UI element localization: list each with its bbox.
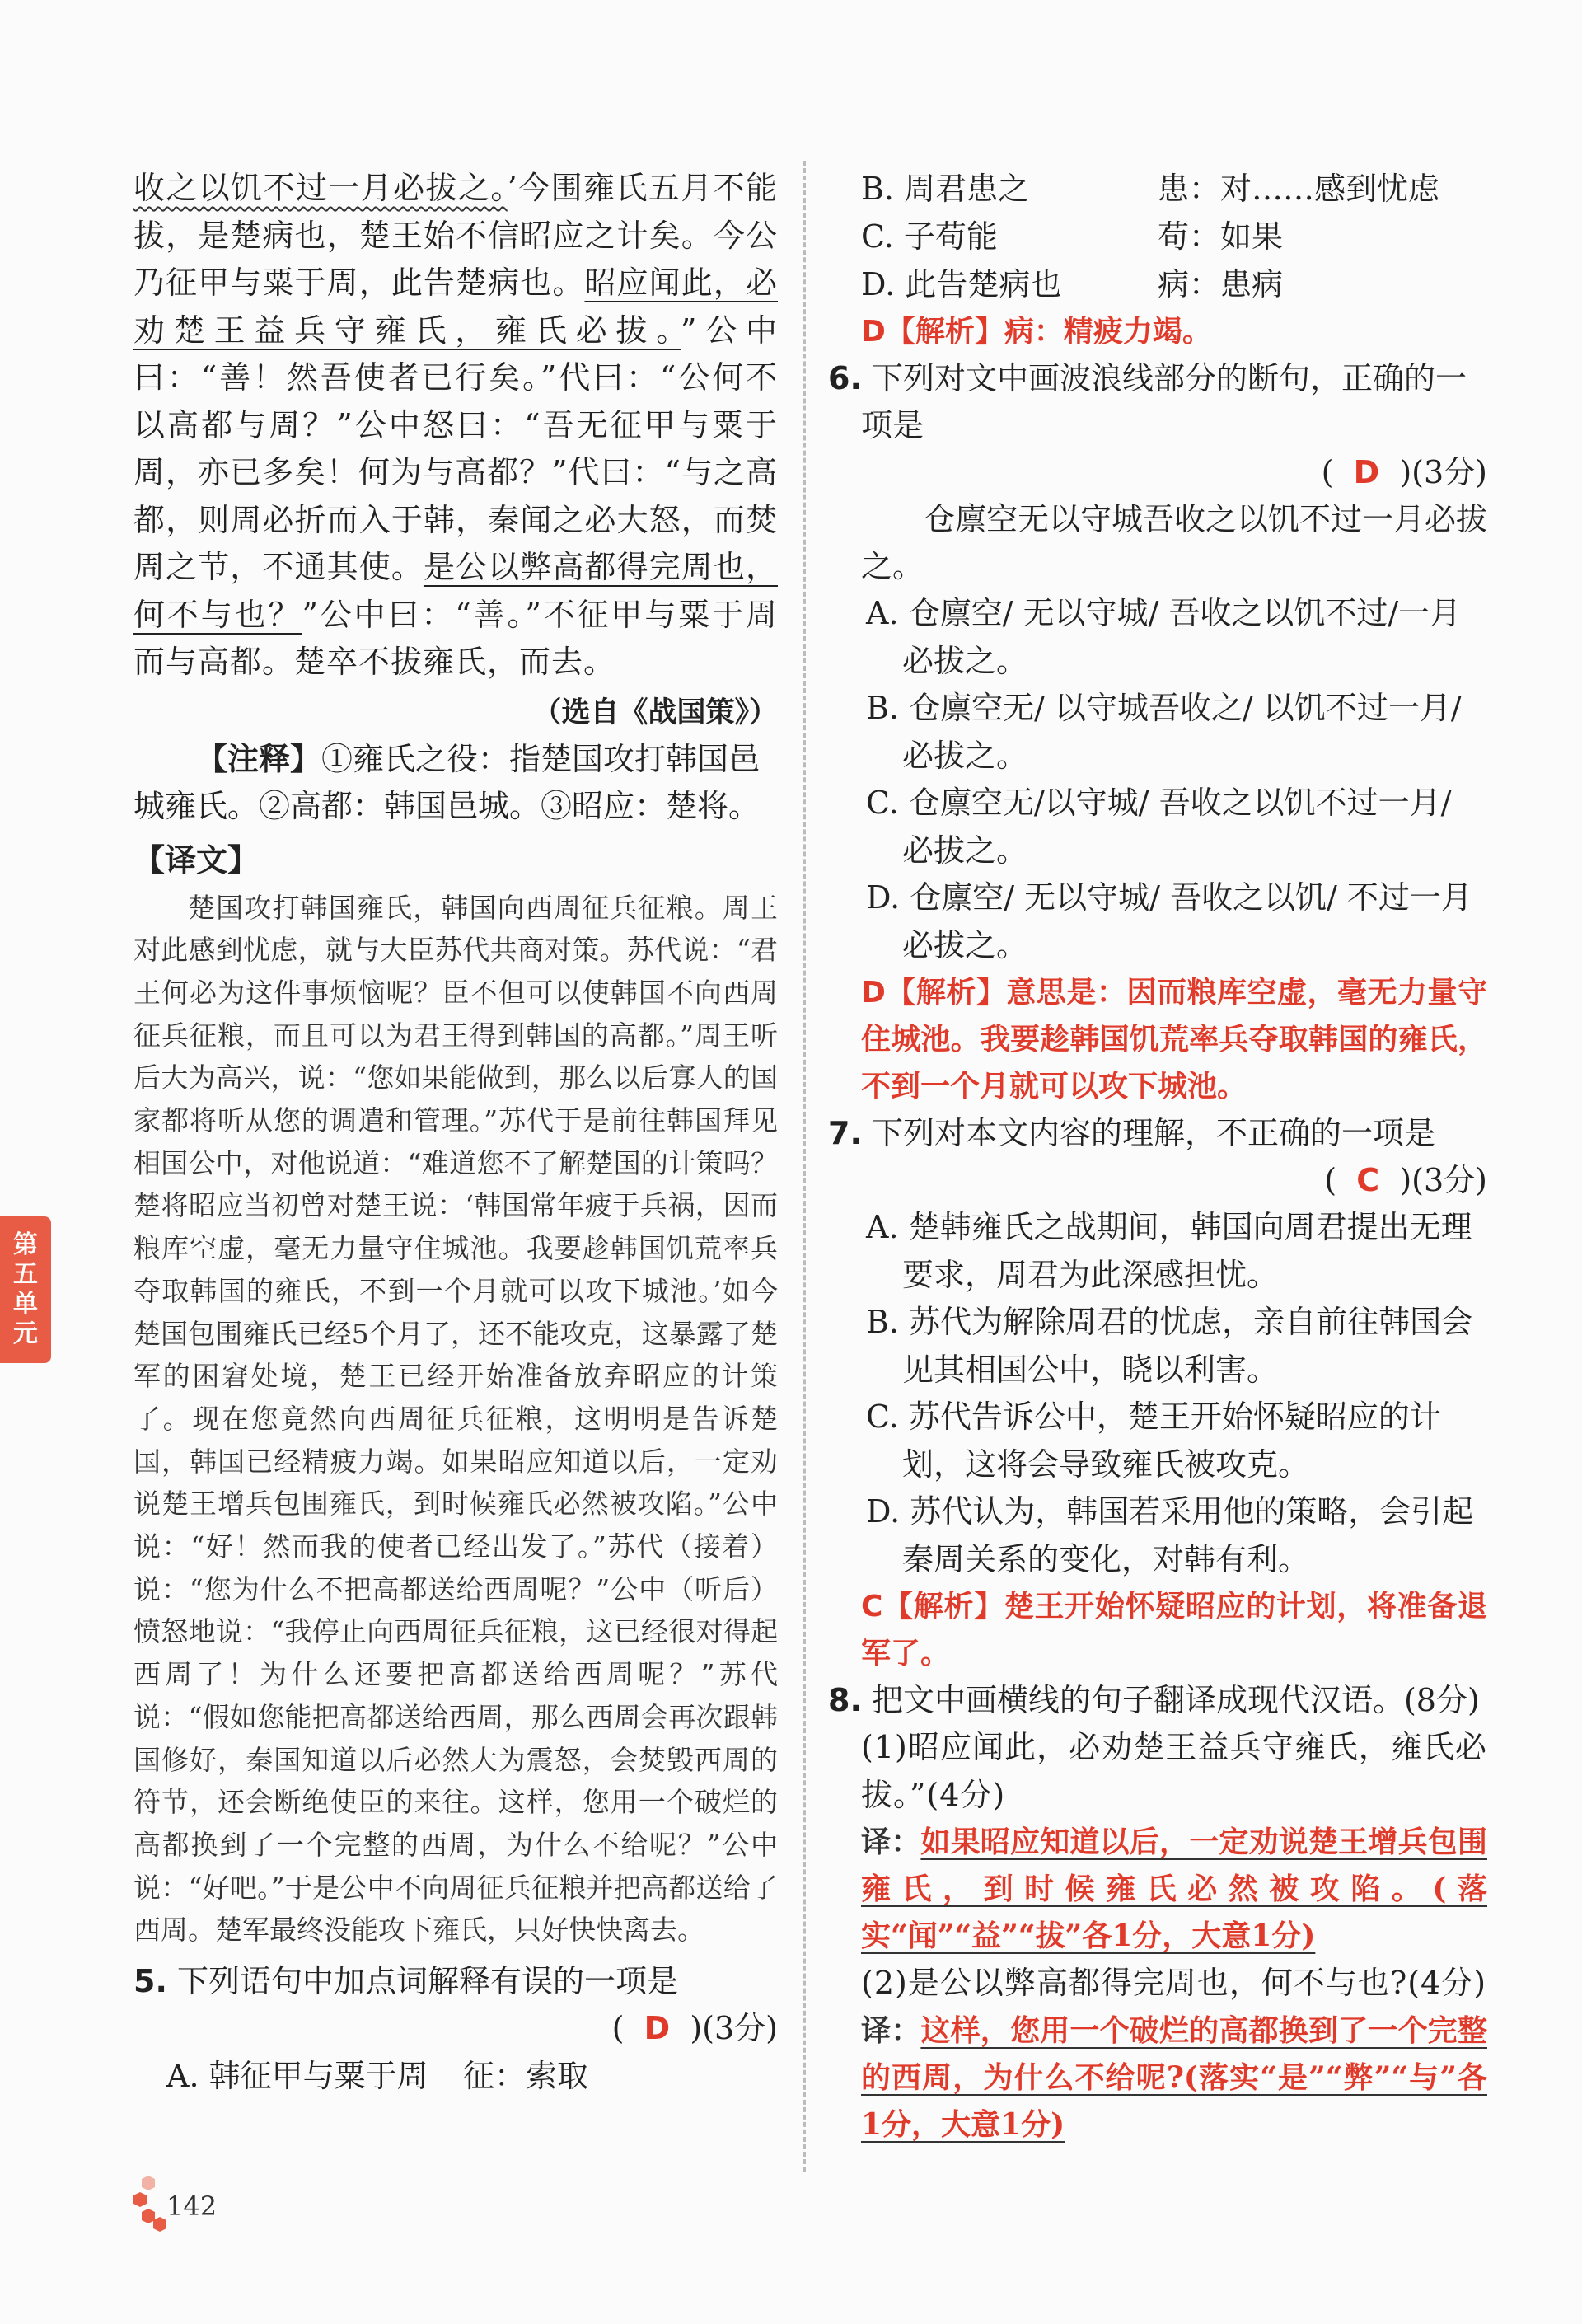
notes-label: 【注释】 [196,740,322,777]
translation-prefix: 译： [861,2012,921,2048]
option-definition: 患：对……感到忧虑 [1158,171,1440,207]
option-definition: 病：患病 [1158,266,1284,302]
notes [133,736,778,830]
q7-option-d: D. 苏代认为，韩国若采用他的策略，会引起秦周关系的变化，对韩有利。 [866,1493,1474,1577]
analysis-text: 楚王开始怀疑昭应的计划，将准备退军了。 [861,1589,1487,1670]
option-b [828,165,1487,213]
notes-text: ①雍氏之役：指楚国攻打韩国邑城雍氏。②高都：韩国邑城。③昭应：楚将。 [133,740,761,824]
q6-analysis [828,969,1487,1110]
option-label: B. 周君患之 [861,171,1030,207]
paren: ( [1321,454,1334,490]
source-citation: （选自《战国策》） [532,696,778,729]
right-column [828,165,1487,2148]
question-number: 7. [828,1115,862,1151]
analysis-text: 病：精疲力竭。 [1004,314,1212,349]
wavy-underlined-text: 收之以饥不过一月必拔之。 [133,170,508,206]
answer-letter: C [1356,1162,1380,1198]
question-number: 8. [828,1682,862,1718]
option-label: A. 韩征甲与粟于周 [166,2058,428,2095]
q8-sentence-1: (1)昭应闻此，必劝楚王益兵守雍氏，雍氏必拔。”(4分) [861,1729,1487,1813]
answer-text: 如果昭应知道以后，一定劝说楚王增兵包围雍氏，到时候雍氏必然被攻陷。(落实“闻”“益”“拔”各1分，大意1分) [861,1825,1487,1953]
question-text: 下列对文中画波浪线部分的断句，正确的一项是 [861,360,1467,443]
q7-analysis [828,1583,1487,1677]
analysis-tag: C【解析】 [861,1590,1004,1624]
answer-line [828,1157,1487,1204]
q6-option-a: A. 仓廪空/ 无以守城/ 吾收之以饥不过/一月必拔之。 [866,595,1462,679]
option-c [828,213,1487,260]
q7-option-c: C. 苏代告诉公中，楚王开始怀疑昭应的计划，这将会导致雍氏被攻克。 [866,1399,1441,1483]
option-label: C. 子苟能 [861,218,998,255]
answer-line [828,449,1487,496]
classical-passage [133,165,778,686]
q6-option-d: D. 仓廪空/ 无以守城/ 吾收之以饥/ 不过一月必拔之。 [866,879,1472,963]
score: )(3分) [1399,1162,1487,1198]
answer-text: 这样，您用一个破烂的高都换到了一个完整的西周，为什么不给呢?(落实“是”“弊”“与”各1分，大意1分) [861,2012,1487,2142]
question-6 [828,355,1487,449]
page-number: 142 [166,2190,218,2222]
option-label: D. 此告楚病也 [861,266,1062,302]
option-definition: 苟：如果 [1158,218,1284,255]
q5-analysis [828,308,1487,355]
q7-option-b: B. 苏代为解除周君的忧虑，亲自前往韩国会见其相国公中，晓以利害。 [866,1304,1473,1388]
q6-option-b: B. 仓廪空无/ 以守城吾收之/ 以饥不过一月/ 必拔之。 [866,690,1462,774]
translation-label: 【译文】 [133,841,260,879]
passage-text: ”公中曰：“善！然吾使者已行矣。”代曰：“公何不以高都与周？”公中怒曰：“吾无征甲与粟于周，亦已多矣！何为与高都？”代曰：“与之高都，则周必折而入于韩，秦闻之必大怒，而焚周之节，不通其使。 [133,312,778,585]
q8-answer-1 [828,1819,1487,1960]
left-column [133,165,778,2100]
answer-letter: D [1353,454,1380,490]
question-text: 下列对本文内容的理解，不正确的一项是 [871,1115,1435,1151]
passage-text: ”公中曰：“善。”不征甲与粟于周而与高都。楚卒不拔雍氏，而去。 [133,596,778,680]
tab-char: 单 [13,1290,38,1319]
score: )(3分) [1399,454,1487,490]
question-number: 6. [828,360,862,396]
question-8 [828,1677,1487,1724]
answer-line [133,2005,778,2052]
paren: ( [1324,1162,1337,1198]
score: )(3分) [690,2010,778,2047]
unit-side-tab [0,1216,51,1363]
q7-option-a: A. 楚韩雍氏之战期间，韩国向周君提出无理要求，周君为此深感担忧。 [866,1209,1472,1293]
paren: ( [611,2010,625,2047]
option-d [828,260,1487,308]
option-definition: 征：索取 [463,2058,589,2095]
answer-letter: D [644,2010,671,2047]
tab-char: 第 [13,1230,38,1259]
column-divider [803,161,806,2172]
question-5 [133,1958,778,2005]
underlined-sentence-1: 昭应闻此，必劝楚王益兵守雍氏，雍氏必拔。 [133,265,778,349]
question-text: 下列语句中加点词解释有误的一项是 [176,1963,678,2000]
analysis-tag: D【解析】 [861,315,1004,349]
translation-text: 楚国攻打韩国雍氏，韩国向西周征兵征粮。周王对此感到忧虑，就与大臣苏代共商对策。苏代说：“君王何必为这件事烦恼呢？臣不但可以使韩国不向西周征兵征粮，而且可以为君王得到韩国的高都。”周王听后大为高兴，说：“您如果能做到，那么以后寡人的国家都将听从您的调遣和管理。”苏代于是前往韩国拜见相国公中，对他说道：“难道您不了解楚国的计策吗？楚将昭应当初曾对楚王说：‘韩国常年疲于兵祸，因而粮库空虚，毫无力量守住城池。我要趁韩国饥荒率兵夺取韩国的雍氏，不到一个月就可以攻下城池。’如今楚国包围雍氏已经5个月了，还不能攻克，这暴露了楚军的困窘处境，楚王已经开始准备放弃昭应的计策了。现在您竟然向西周征兵征粮，这明明是告诉楚国，韩国已经精疲力竭。如果昭应知道以后，一定劝说楚王增兵包围雍氏，到时候雍氏必然被攻陷。”公中说：“好！然而我的使者已经出发了。”苏代（接着）说：“您为什么不把高都送给西周呢？”公中（听后）愤怒地说：“我停止向西周征兵征粮，这已经很对得起西周了！为什么还要把高都送给西周呢？”苏代说：“假如您能把高都送给西周，那么西周会再次跟韩国修好，秦国知道以后必然大为震怒，会焚毁西周的符节，还会断绝使臣的来往。这样，您用一个破烂的高都换到了一个完整的西周，为什么不给呢？”公中说：“好吧。”于是公中不向周征兵征粮并把高都送给了西周。楚军最终没能攻下雍氏，只好快快离去。 [133,891,778,1947]
option-a [133,2052,778,2100]
analysis-tag: D【解析】 [861,976,1007,1010]
q6-quote: 仓廪空无以守城吾收之以饥不过一月必拔之。 [861,501,1488,584]
q8-answer-2 [828,2008,1487,2148]
q8-sentence-2: (2)是公以弊高都得完周也，何不与也?(4分) [861,1965,1487,2001]
q6-option-c: C. 仓廪空无/以守城/ 吾收之以饥不过一月/ 必拔之。 [866,785,1452,869]
tab-char: 五 [13,1260,38,1289]
underlined-sentence-2: 是公以弊高都得完周也，何不与也？ [133,549,778,633]
question-7 [828,1110,1487,1157]
passage-text: ’今围雍氏五月不能拔，是楚病也，楚王始不信昭应之计矣。今公乃征甲与粟于周，此告楚病也。 [133,170,778,301]
question-number: 5. [133,1963,167,2000]
question-text: 把文中画横线的句子翻译成现代汉语。(8分) [871,1682,1480,1718]
tab-char: 元 [13,1319,38,1348]
analysis-text: 意思是：因而粮库空虚，毫无力量守住城池。我要趁韩国饥荒率兵夺取韩国的雍氏，不到一个月就可以攻下城池。 [861,975,1487,1103]
translation-prefix: 译： [861,1825,921,1859]
